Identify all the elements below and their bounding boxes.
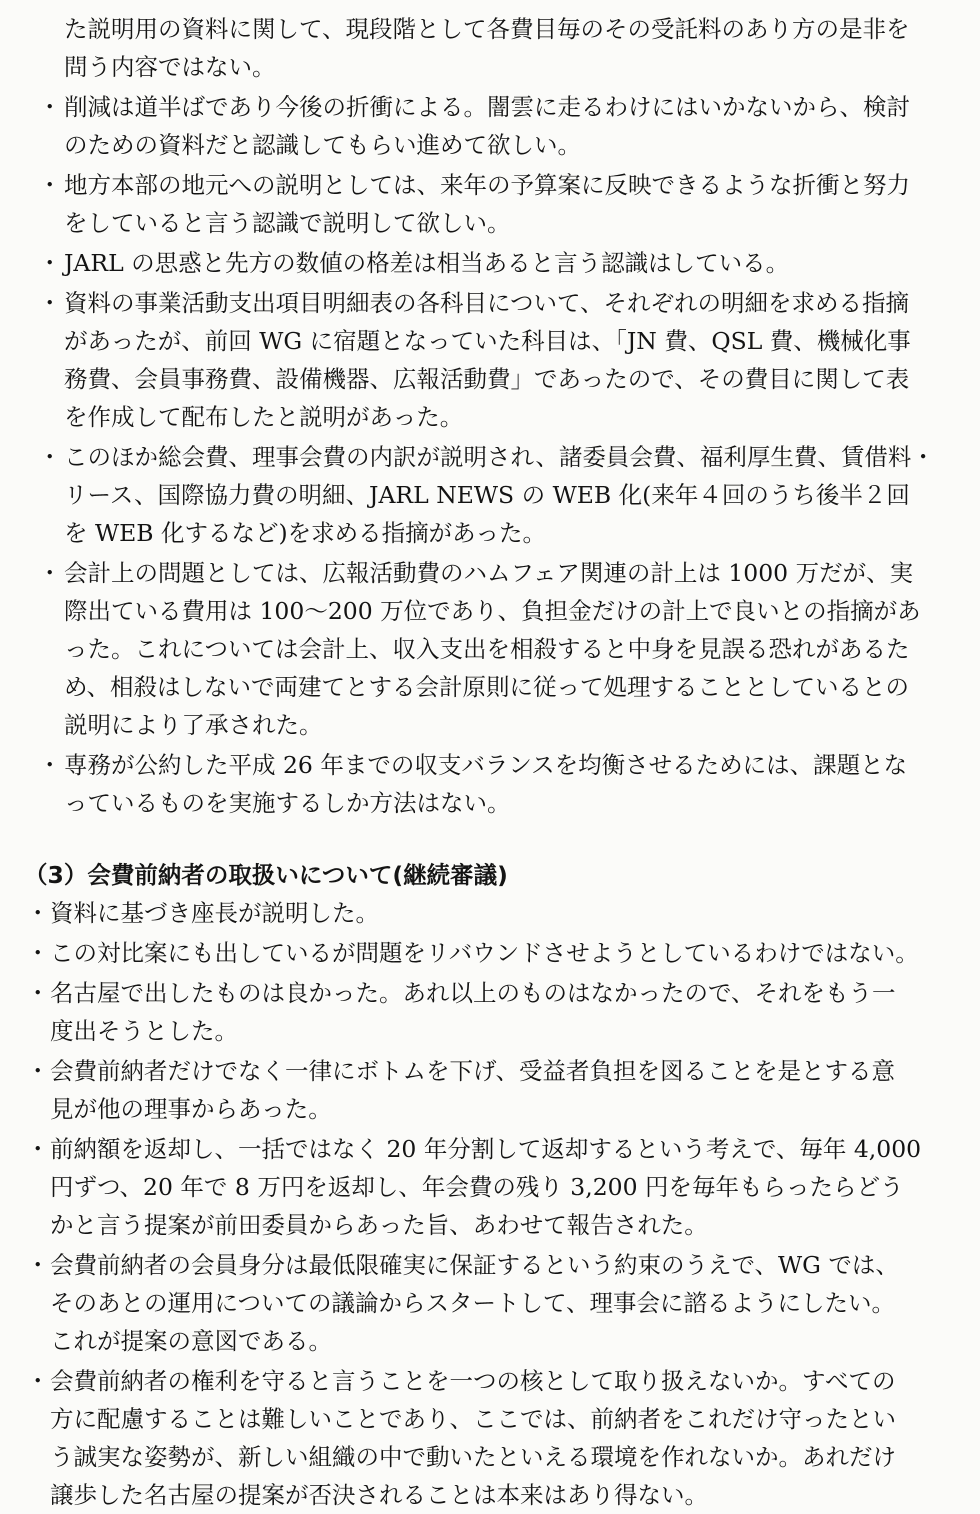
list-item-text: 会計上の問題としては、広報活動費のハムフェア関連の計上は 1000 万だが、実 際出ている費用は 100～200 万位であり、負担金だけの計上で良いとの指摘があ った。これについては会計上、収入支出を相殺すると中身を見誤る恐れがあるた め、相殺はしないで両建てとする会計原則に従って処理することとしているとの 説明により了承された。 xyxy=(64,559,921,739)
section-heading: （3）会費前納者の取扱いについて(継続審議) xyxy=(24,861,508,889)
list-item-text: 前納額を返却し、一括ではなく 20 年分割して返却するという考えで、毎年 4,000 円ずつ、20 年で 8 万円を返却し、年会費の残り 3,200 円を毎年もらったらどう かと言う提案が前田委員からあった旨、あわせて報告された。 xyxy=(50,1135,922,1239)
list-item-text: 会費前納者だけでなく一律にボトムを下げ、受益者負担を図ることを是とする意 見が他の理事からあった。 xyxy=(50,1057,896,1123)
list-item xyxy=(24,974,960,1050)
list-item xyxy=(24,1052,960,1128)
list-item xyxy=(24,746,960,822)
list-item-text: このほか総会費、理事会費の内訳が説明され、諸委員会費、福利厚生費、賃借料・ リース、国際協力費の明細、JARL NEWS の WEB 化(来年４回のうち後半２回 を WEB 化するなど)を求める指摘があった。 xyxy=(64,443,935,547)
bullet-mark: ・ xyxy=(26,1251,50,1279)
bullet-mark: ・ xyxy=(38,289,62,317)
list-item xyxy=(24,1130,960,1244)
list-item xyxy=(24,438,960,552)
continuation-paragraph: た説明用の資料に関して、現段階として各費目毎のその受託料のあり方の是非を 問う内容ではない。 xyxy=(64,15,910,81)
bullet-mark: ・ xyxy=(38,93,62,121)
list-item xyxy=(24,934,960,972)
list-item-text: 会費前納者の権利を守ると言うことを一つの核として取り扱えないか。すべての 方に配慮することは難しいことであり、ここでは、前納者をこれだけ守ったとい う誠実な姿勢が、新しい組織の中で動いたといえる環境を作れないか。あれだけ 譲歩した名古屋の提案が否決されることは本来はあり得ない。 xyxy=(50,1367,896,1509)
list-item-text: 名古屋で出したものは良かった。あれ以上のものはなかったので、それをもう一 度出そうとした。 xyxy=(50,979,896,1045)
bullet-mark: ・ xyxy=(26,939,50,967)
list-item xyxy=(24,1362,960,1514)
list-item-text: 削減は道半ばであり今後の折衝による。闇雲に走るわけにはいかないから、検討 のための資料だと認識してもらい進めて欲しい。 xyxy=(64,93,910,159)
section2-bullet-list xyxy=(24,894,960,1514)
list-item-text: 地方本部の地元への説明としては、来年の予算案に反映できるような折衝と努力 をしていると言う認識で説明して欲しい。 xyxy=(64,171,910,237)
bullet-mark: ・ xyxy=(38,443,62,471)
list-item-text: 専務が公約した平成 26 年までの収支バランスを均衡させるためには、課題とな っているものを実施するしか方法はない。 xyxy=(64,751,908,817)
list-item-text: 資料に基づき座長が説明した。 xyxy=(50,899,379,927)
list-item xyxy=(24,284,960,436)
list-item xyxy=(24,1246,960,1360)
list-item-text: 資料の事業活動支出項目明細表の各科目について、それぞれの明細を求める指摘 があったが、前回 WG に宿題となっていた科目は、「JN 費、QSL 費、機械化事 務費、会員事務費、設備機器、広報活動費」であったので、その費目に関して表 を作成して配布したと説明があった。 xyxy=(64,289,911,431)
bullet-mark: ・ xyxy=(26,979,50,1007)
list-item xyxy=(24,244,960,282)
bullet-mark: ・ xyxy=(38,559,62,587)
list-item-text: 会費前納者の会員身分は最低限確実に保証するという約束のうえで、WG では、 そのあとの運用についての議論からスタートして、理事会に諮るようにしたい。 これが提案の意図である。 xyxy=(50,1251,899,1355)
bullet-mark: ・ xyxy=(26,1057,50,1085)
list-item xyxy=(24,166,960,242)
bullet-mark: ・ xyxy=(38,171,62,199)
section1-bullet-list xyxy=(24,88,960,822)
list-item-text: この対比案にも出しているが問題をリバウンドさせようとしているわけではない。 xyxy=(50,939,919,967)
bullet-mark: ・ xyxy=(26,1135,50,1163)
bullet-mark: ・ xyxy=(38,751,62,779)
list-item xyxy=(24,88,960,164)
bullet-mark: ・ xyxy=(38,249,62,277)
list-item xyxy=(24,554,960,744)
list-item xyxy=(24,894,960,932)
bullet-mark: ・ xyxy=(26,899,50,927)
bullet-mark: ・ xyxy=(26,1367,50,1395)
list-item-text: JARL の思惑と先方の数値の格差は相当あると言う認識はしている。 xyxy=(64,249,790,277)
